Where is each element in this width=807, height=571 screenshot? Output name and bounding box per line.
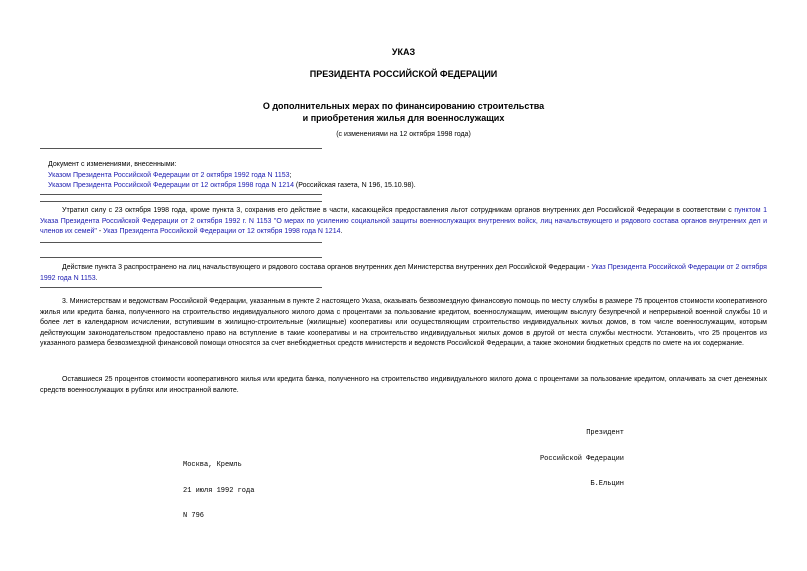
extension-note-text: Действие пункта 3 распространено на лиц начальствующего и рядового состава органов внутренних дел Министерства внутренних дел Российской Федерации - <box>62 264 592 271</box>
changes-block <box>48 160 748 192</box>
repeal-note-end: . <box>340 228 343 235</box>
repeal-note-text: Утратил силу с 23 октября 1998 года, кроме пункта 3, сохранив его действие в части, касающейся предоставления льгот сотрудникам органов внутренних дел Российской Федерации в соответствии с <box>62 207 735 214</box>
extension-note-link-1153[interactable]: Указ Президента Российской Федерации от 2 октября 1992 года N 1153 <box>40 264 767 282</box>
repeal-note <box>40 206 767 238</box>
extension-note-end: . <box>95 274 98 282</box>
place-date-block <box>183 444 254 529</box>
divider <box>40 148 322 149</box>
changes-item2-tail: (Российская газета, N 196, 15.10.98). <box>293 182 416 189</box>
document-title <box>0 100 807 124</box>
repeal-note-link-1153[interactable]: пунктом 1 Указа Президента Российской Федерации от 2 октября 1992 г. N 1153 "О мерах по усилению социальной защиты военнослужащих внутренних войск, лиц начальствующего и рядового состава органов внутренних дел и членов их семей" <box>40 207 767 235</box>
document-title-line2: и приобретения жилья для военнослужащих <box>302 113 505 123</box>
signature-office: Российской Федерации <box>539 454 624 463</box>
signature-name: Б.Ельцин <box>590 480 624 488</box>
divider <box>40 242 322 243</box>
paragraph-remaining: Оставшиеся 25 процентов стоимости кооперативного жилья или кредита банка, полученного на строительство индивидуального жилого дома с процентами за пользование кредитом, оплачивать за счет денежных средств военнослужащих в рублях или иностранной валюте. <box>40 376 767 394</box>
divider <box>40 287 322 288</box>
changes-intro: Документ с изменениями, внесенными: <box>48 161 177 168</box>
repeal-note-link-1214[interactable]: Указ Президента Российской Федерации от 12 октября 1998 года N 1214 <box>103 228 341 235</box>
issuer-heading: ПРЕЗИДЕНТА РОССИЙСКОЙ ФЕДЕРАЦИИ <box>309 69 498 79</box>
document-title-line1: О дополнительных мерах по финансированию строительства <box>262 101 545 111</box>
decree-number: N 796 <box>183 512 205 520</box>
divider <box>40 201 322 202</box>
amendment-note: (с изменениями на 12 октября 1998 года) <box>336 131 471 138</box>
signature-title: Президент <box>586 429 624 437</box>
signature-block <box>500 412 624 497</box>
divider <box>40 257 322 258</box>
repeal-note-sep: - <box>96 228 104 235</box>
extension-note <box>40 263 767 284</box>
amendment-link-1214[interactable]: Указом Президента Российской Федерации от 12 октября 1998 года N 1214 <box>48 182 294 189</box>
date: 21 июля 1992 года <box>183 486 255 495</box>
divider <box>40 194 322 195</box>
changes-item1-tail: ; <box>289 171 292 179</box>
doc-type-heading: УКАЗ <box>391 47 416 57</box>
paragraph-3: 3. Министерствам и ведомствам Российской Федерации, указанным в пункте 2 настоящего Указа, оказывать безвозмездную финансовую помощь по месту службы в размере 75 процентов стоимости кооперативного жилья или кредита банка, полученного на строительство индивидуального жилого дома с процентами за пользование кредитом, военнослужащим, имеющим выслугу безупречной и непрерывной военной службы 10 и более лет в календарном исчислении, вступившим в жилищно-строительные (жилищные) кооперативы или осуществляющим строительство индивидуальных жилых домов, в том числе военнослужащим, которым действующим законодательством предоставлено право на вступление в такие кооперативы и на строительство индивидуальных жилых домов в другой от места службы местности. Установить, что 25 процентов из указанного размера безвозмездной финансовой помощи относятся за счет внебюджетных средств министерств и ведомств Российской Федерации, а также экономии бюджетных средств по смете на их содержание. <box>40 298 767 347</box>
amendment-link-1153[interactable]: Указом Президента Российской Федерации от 2 октября 1992 года N 1153 <box>48 171 290 179</box>
place: Москва, Кремль <box>183 461 242 469</box>
